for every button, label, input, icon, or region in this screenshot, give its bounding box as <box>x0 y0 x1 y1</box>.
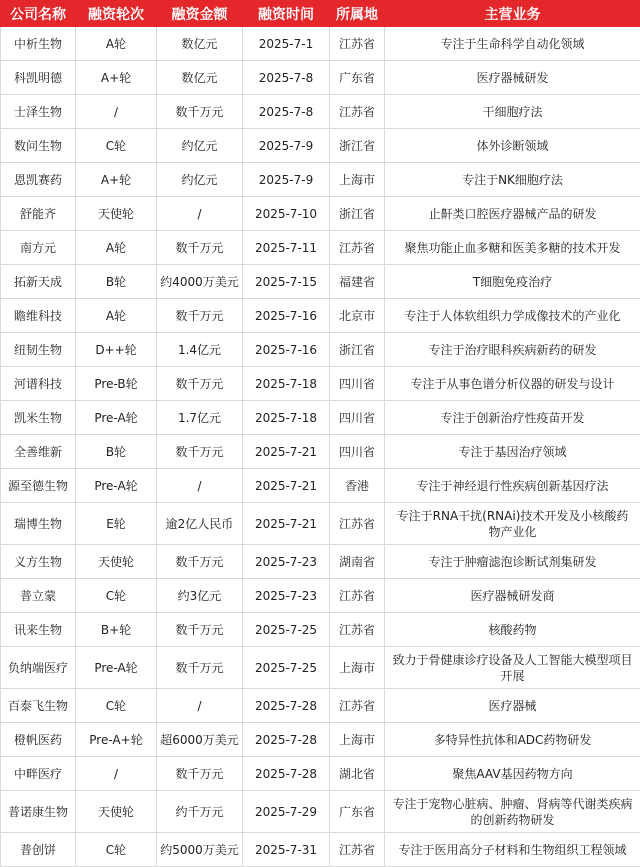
cell-date: 2025-7-25 <box>243 647 330 689</box>
table-row <box>1 197 640 231</box>
cell-location: 江苏省 <box>330 833 385 867</box>
cell-amount: 1.4亿元 <box>157 333 243 367</box>
cell-company: 科凯明德 <box>1 61 76 95</box>
cell-company: 义方生物 <box>1 545 76 579</box>
cell-amount: 数千万元 <box>157 613 243 647</box>
cell-location: 浙江省 <box>330 197 385 231</box>
cell-amount: / <box>157 469 243 503</box>
cell-business: 专注于基因治疗领域 <box>385 435 640 469</box>
table-row <box>1 163 640 197</box>
cell-amount: 超6000万美元 <box>157 723 243 757</box>
cell-round: A轮 <box>76 299 157 333</box>
cell-date: 2025-7-18 <box>243 367 330 401</box>
table-row <box>1 299 640 333</box>
cell-location: 广东省 <box>330 791 385 833</box>
table-row <box>1 689 640 723</box>
cell-date: 2025-7-9 <box>243 163 330 197</box>
cell-date: 2025-7-28 <box>243 689 330 723</box>
cell-location: 广东省 <box>330 61 385 95</box>
cell-round: C轮 <box>76 579 157 613</box>
cell-amount: 数亿元 <box>157 27 243 61</box>
cell-company: 普创饼 <box>1 833 76 867</box>
header-date: 融资时间 <box>243 1 330 27</box>
cell-amount: 数亿元 <box>157 61 243 95</box>
cell-company: 恩凯赛药 <box>1 163 76 197</box>
cell-location: 江苏省 <box>330 689 385 723</box>
cell-amount: 逾2亿人民币 <box>157 503 243 545</box>
cell-date: 2025-7-15 <box>243 265 330 299</box>
cell-amount: 约3亿元 <box>157 579 243 613</box>
cell-company: 纽韧生物 <box>1 333 76 367</box>
cell-company: 舒能齐 <box>1 197 76 231</box>
cell-business: 致力于骨健康诊疗设备及人工智能大模型项目开展 <box>385 647 640 689</box>
cell-round: A轮 <box>76 27 157 61</box>
header-business: 主营业务 <box>385 1 640 27</box>
cell-business: 止鼾类口腔医疗器械产品的研发 <box>385 197 640 231</box>
cell-amount: 数千万元 <box>157 435 243 469</box>
cell-company: 数问生物 <box>1 129 76 163</box>
table-row <box>1 579 640 613</box>
cell-location: 北京市 <box>330 299 385 333</box>
cell-location: 江苏省 <box>330 95 385 129</box>
cell-round: B轮 <box>76 265 157 299</box>
cell-date: 2025-7-8 <box>243 61 330 95</box>
cell-round: C轮 <box>76 129 157 163</box>
cell-date: 2025-7-1 <box>243 27 330 61</box>
cell-amount: 数千万元 <box>157 231 243 265</box>
cell-business: 核酸药物 <box>385 613 640 647</box>
cell-location: 江苏省 <box>330 231 385 265</box>
cell-amount: 约千万元 <box>157 791 243 833</box>
header-company: 公司名称 <box>1 1 76 27</box>
cell-date: 2025-7-18 <box>243 401 330 435</box>
table-row <box>1 95 640 129</box>
cell-location: 香港 <box>330 469 385 503</box>
table-row <box>1 401 640 435</box>
cell-company: 士泽生物 <box>1 95 76 129</box>
cell-location: 江苏省 <box>330 579 385 613</box>
cell-date: 2025-7-28 <box>243 757 330 791</box>
cell-company: 橙帆医药 <box>1 723 76 757</box>
cell-date: 2025-7-31 <box>243 833 330 867</box>
table-row <box>1 791 640 833</box>
cell-company: 普立蒙 <box>1 579 76 613</box>
cell-company: 源至德生物 <box>1 469 76 503</box>
cell-amount: 约5000万美元 <box>157 833 243 867</box>
header-location: 所属地 <box>330 1 385 27</box>
cell-amount: 数千万元 <box>157 95 243 129</box>
table-row <box>1 265 640 299</box>
cell-amount: 1.7亿元 <box>157 401 243 435</box>
cell-round: C轮 <box>76 689 157 723</box>
cell-amount: 数千万元 <box>157 545 243 579</box>
cell-date: 2025-7-16 <box>243 333 330 367</box>
cell-business: 医疗器械研发 <box>385 61 640 95</box>
cell-business: 聚焦功能止血多糖和医美多糖的技术开发 <box>385 231 640 265</box>
cell-date: 2025-7-16 <box>243 299 330 333</box>
cell-amount: 约亿元 <box>157 163 243 197</box>
table-row <box>1 723 640 757</box>
cell-location: 四川省 <box>330 401 385 435</box>
cell-date: 2025-7-29 <box>243 791 330 833</box>
header-round: 融资轮次 <box>76 1 157 27</box>
cell-round: 天使轮 <box>76 545 157 579</box>
cell-location: 上海市 <box>330 723 385 757</box>
table-row <box>1 833 640 867</box>
table-body <box>1 27 640 867</box>
cell-location: 浙江省 <box>330 129 385 163</box>
cell-business: 专注于RNA干扰(RNAi)技术开发及小核酸药物产业化 <box>385 503 640 545</box>
table-row <box>1 647 640 689</box>
cell-round: Pre-B轮 <box>76 367 157 401</box>
cell-business: 专注于宠物心脏病、肿瘤、肾病等代谢类疾病的创新药物研发 <box>385 791 640 833</box>
cell-business: 专注于人体软组织力学成像技术的产业化 <box>385 299 640 333</box>
cell-date: 2025-7-10 <box>243 197 330 231</box>
cell-round: D++轮 <box>76 333 157 367</box>
cell-business: 专注于创新治疗性疫苗开发 <box>385 401 640 435</box>
table-row <box>1 61 640 95</box>
cell-business: 专注于肿瘤滤泡诊断试剂集研发 <box>385 545 640 579</box>
cell-round: B+轮 <box>76 613 157 647</box>
cell-business: T细胞免疫治疗 <box>385 265 640 299</box>
cell-location: 上海市 <box>330 647 385 689</box>
table-row <box>1 503 640 545</box>
cell-business: 专注于NK细胞疗法 <box>385 163 640 197</box>
cell-round: Pre-A轮 <box>76 647 157 689</box>
cell-round: 天使轮 <box>76 791 157 833</box>
table-row <box>1 613 640 647</box>
cell-location: 湖南省 <box>330 545 385 579</box>
cell-location: 江苏省 <box>330 503 385 545</box>
cell-company: 拓新天成 <box>1 265 76 299</box>
cell-company: 全善维新 <box>1 435 76 469</box>
cell-company: 南方元 <box>1 231 76 265</box>
table-row <box>1 545 640 579</box>
table-row <box>1 435 640 469</box>
cell-company: 百泰飞生物 <box>1 689 76 723</box>
cell-date: 2025-7-21 <box>243 469 330 503</box>
cell-amount: 数千万元 <box>157 757 243 791</box>
cell-location: 福建省 <box>330 265 385 299</box>
table-row <box>1 333 640 367</box>
cell-business: 专注于生命科学自动化领域 <box>385 27 640 61</box>
table-row <box>1 757 640 791</box>
cell-company: 瞻维科技 <box>1 299 76 333</box>
cell-location: 湖北省 <box>330 757 385 791</box>
cell-location: 四川省 <box>330 367 385 401</box>
table-row <box>1 129 640 163</box>
cell-company: 中析生物 <box>1 27 76 61</box>
cell-round: / <box>76 95 157 129</box>
cell-date: 2025-7-9 <box>243 129 330 163</box>
table-row <box>1 27 640 61</box>
cell-company: 凯米生物 <box>1 401 76 435</box>
table-row <box>1 367 640 401</box>
cell-amount: 数千万元 <box>157 647 243 689</box>
cell-amount: 约4000万美元 <box>157 265 243 299</box>
cell-business: 多特异性抗体和ADC药物研发 <box>385 723 640 757</box>
cell-round: A轮 <box>76 231 157 265</box>
cell-round: Pre-A+轮 <box>76 723 157 757</box>
table-row <box>1 469 640 503</box>
cell-round: E轮 <box>76 503 157 545</box>
cell-business: 医疗器械研发商 <box>385 579 640 613</box>
cell-amount: / <box>157 197 243 231</box>
cell-date: 2025-7-11 <box>243 231 330 265</box>
cell-round: Pre-A轮 <box>76 401 157 435</box>
cell-business: 聚焦AAV基因药物方向 <box>385 757 640 791</box>
cell-business: 干细胞疗法 <box>385 95 640 129</box>
cell-date: 2025-7-21 <box>243 503 330 545</box>
cell-company: 瑞博生物 <box>1 503 76 545</box>
cell-date: 2025-7-23 <box>243 579 330 613</box>
cell-company: 中畔医疗 <box>1 757 76 791</box>
cell-round: Pre-A轮 <box>76 469 157 503</box>
cell-round: A+轮 <box>76 61 157 95</box>
cell-amount: 数千万元 <box>157 367 243 401</box>
cell-location: 浙江省 <box>330 333 385 367</box>
cell-location: 江苏省 <box>330 613 385 647</box>
cell-business: 专注于医用高分子材料和生物组织工程领域 <box>385 833 640 867</box>
cell-business: 专注于从事色谱分析仪器的研发与设计 <box>385 367 640 401</box>
cell-company: 普诺康生物 <box>1 791 76 833</box>
cell-location: 四川省 <box>330 435 385 469</box>
cell-date: 2025-7-28 <box>243 723 330 757</box>
cell-location: 江苏省 <box>330 27 385 61</box>
cell-location: 上海市 <box>330 163 385 197</box>
cell-business: 专注于治疗眼科疾病新药的研发 <box>385 333 640 367</box>
cell-amount: 约亿元 <box>157 129 243 163</box>
cell-round: B轮 <box>76 435 157 469</box>
cell-date: 2025-7-21 <box>243 435 330 469</box>
cell-company: 讯来生物 <box>1 613 76 647</box>
cell-round: C轮 <box>76 833 157 867</box>
cell-date: 2025-7-8 <box>243 95 330 129</box>
table-row <box>1 231 640 265</box>
cell-date: 2025-7-25 <box>243 613 330 647</box>
header-row <box>1 1 640 27</box>
cell-business: 专注于神经退行性疾病创新基因疗法 <box>385 469 640 503</box>
cell-company: 河谱科技 <box>1 367 76 401</box>
cell-amount: 数千万元 <box>157 299 243 333</box>
cell-date: 2025-7-23 <box>243 545 330 579</box>
cell-round: 天使轮 <box>76 197 157 231</box>
cell-round: A+轮 <box>76 163 157 197</box>
cell-company: 负纳端医疗 <box>1 647 76 689</box>
cell-business: 医疗器械 <box>385 689 640 723</box>
cell-round: / <box>76 757 157 791</box>
cell-business: 体外诊断领域 <box>385 129 640 163</box>
header-amount: 融资金额 <box>157 1 243 27</box>
cell-amount: / <box>157 689 243 723</box>
